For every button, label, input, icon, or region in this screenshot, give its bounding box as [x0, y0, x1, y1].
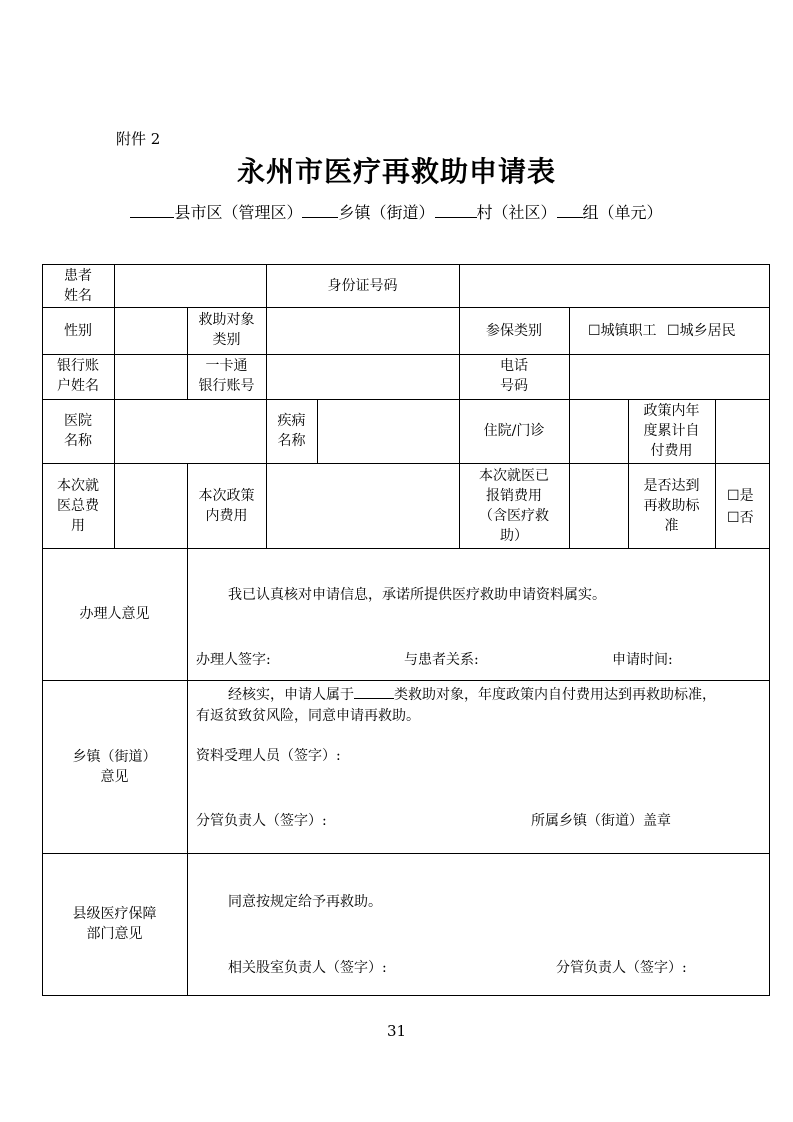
no-option	[727, 508, 754, 528]
township-manager-sign-label: 分管负责人（签字）:	[196, 813, 327, 829]
dept-head-sign-label: 相关股室负责人（签字）:	[228, 960, 387, 976]
hospital-label: 医院 名称	[64, 413, 92, 449]
gender-label: 性别	[64, 323, 92, 339]
group-label: 组（单元）	[582, 203, 663, 222]
handler-opinion-label: 办理人意见	[79, 606, 150, 622]
verify-text-a: 经核实，申请人属于	[228, 687, 354, 703]
patient-name-label: 患者 姓名	[64, 268, 92, 304]
phone-label: 电话 号码	[500, 358, 528, 394]
yes-label: 是	[739, 488, 754, 504]
no-checkbox[interactable]: ☐	[727, 510, 740, 526]
township-risk-line: 有返贫致贫风险，同意申请再救助。	[196, 708, 420, 724]
urban-employee-label: 城镇职工	[600, 323, 657, 339]
attachment-label: 附件 2	[116, 130, 161, 148]
county-manager-sign-label: 分管负责人（签字）:	[556, 960, 687, 976]
total-cost-label: 本次就 医总费 用	[57, 478, 99, 534]
insurance-options	[588, 321, 736, 341]
township-label: 乡镇（街道）	[338, 203, 435, 222]
no-label: 否	[739, 510, 754, 526]
aid-type-label: 救助对象 类别	[198, 312, 255, 348]
policy-cost-label: 本次政策 内费用	[198, 488, 255, 524]
urban-employee-checkbox[interactable]: ☐	[588, 323, 601, 339]
handler-sign-label: 办理人签字:	[196, 652, 271, 668]
township-verify-line	[228, 684, 716, 705]
reimbursed-cost-label: 本次就医已 报销费用 （含医疗救 助）	[479, 468, 549, 544]
county-opinion-label: 县级医疗保障 部门意见	[72, 906, 157, 942]
bank-account-name-label: 银行账 户姓名	[57, 358, 99, 394]
township-opinion-label: 乡镇（街道） 意见	[72, 749, 157, 785]
card-account-label: 一卡通 银行账号	[198, 358, 255, 394]
yes-checkbox[interactable]: ☐	[727, 488, 740, 504]
county-label: 县市区（管理区）	[174, 203, 303, 222]
apply-date-label: 申请时间:	[612, 652, 673, 668]
village-label: 村（社区）	[476, 203, 557, 222]
insurance-type-label: 参保类别	[486, 323, 542, 339]
inpatient-outpatient-label: 住院/门诊	[483, 423, 545, 439]
id-number-label: 身份证号码	[327, 278, 398, 294]
receiver-sign-label: 资料受理人员（签字）:	[196, 748, 341, 764]
disease-label: 疾病 名称	[277, 413, 306, 449]
page-title: 永州市医疗再救助申请表	[236, 155, 556, 188]
relation-label: 与患者关系:	[404, 652, 479, 668]
self-paid-cost-label: 政策内年 度累计自 付费用	[643, 403, 700, 459]
rural-resident-label: 城乡居民	[679, 323, 736, 339]
handler-statement: 我已认真核对申请信息，承诺所提供医疗救助申请资料属实。	[228, 587, 606, 603]
aid-class-blank[interactable]	[354, 684, 394, 699]
verify-text-b: 类救助对象，年度政策内自付费用达到再救助标准，	[394, 687, 716, 703]
county-statement: 同意按规定给予再救助。	[228, 894, 382, 910]
page-number: 31	[386, 1022, 407, 1040]
township-seal-label: 所属乡镇（街道）盖章	[531, 813, 671, 829]
reached-standard-label: 是否达到 再救助标 准	[643, 478, 700, 534]
yes-option	[727, 486, 754, 506]
rural-resident-checkbox[interactable]: ☐	[667, 323, 680, 339]
